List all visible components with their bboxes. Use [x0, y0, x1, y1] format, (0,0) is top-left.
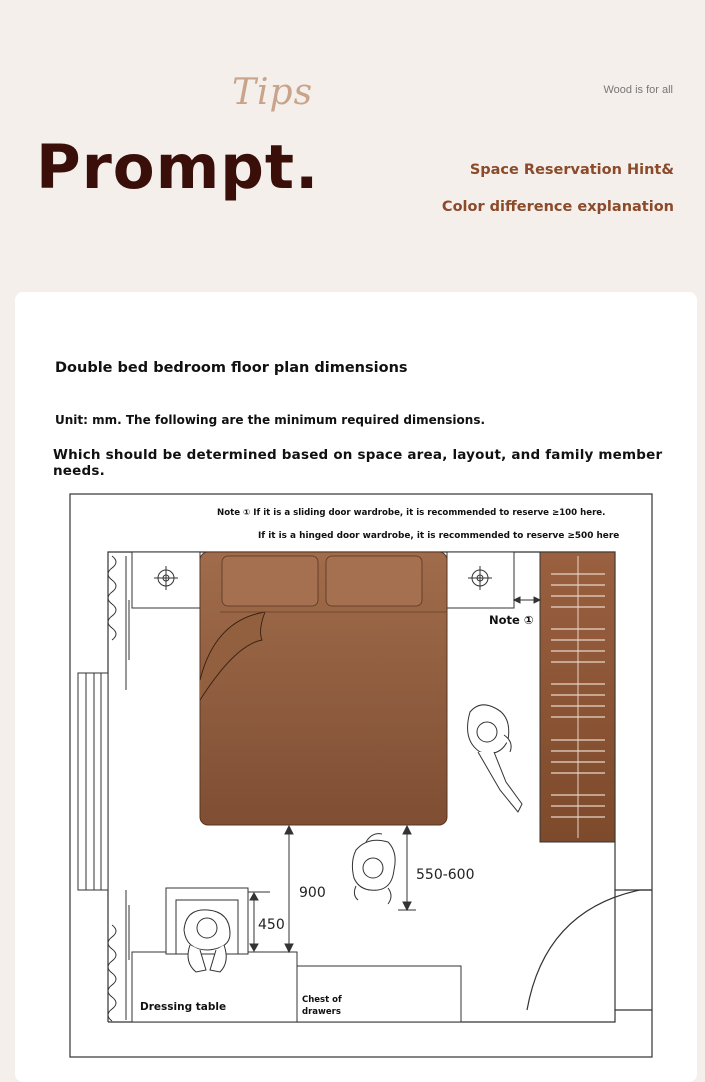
guidance-text: Which should be determined based on space area, layout, and family member needs. [53, 447, 663, 479]
note-marker-label: Note ① [489, 613, 534, 627]
subtitle-line-2: Color difference explanation [441, 199, 674, 215]
chest-label-line-2: drawers [302, 1007, 341, 1017]
dressing-table-label: Dressing table [140, 1001, 227, 1013]
door [527, 890, 652, 1010]
subtitle-line-1: Space Reservation Hint& [469, 162, 674, 178]
person-in-walkway-icon [352, 834, 395, 904]
double-bed [200, 552, 447, 825]
curtain-top [108, 556, 129, 690]
wardrobe [540, 552, 615, 842]
nightstand-right [447, 552, 514, 608]
page-title: Prompt. [36, 132, 320, 203]
window [78, 673, 108, 890]
dim-900-label: 900 [299, 885, 326, 901]
brand-tagline: Wood is for all [603, 84, 673, 96]
chest-label-line-1: Chest of [302, 995, 342, 1005]
person-at-wardrobe-icon [468, 705, 522, 812]
curtain-bottom [108, 890, 129, 1021]
dim-550-600-line [398, 826, 416, 910]
note-gap-arrow [514, 597, 540, 603]
plan-heading: Double bed bedroom floor plan dimensions [55, 360, 408, 376]
dim-900-line [285, 826, 293, 952]
note-sliding-text: Note ① If it is a sliding door wardrobe, it is recommended to reserve ≥100 here. [217, 508, 606, 518]
tips-script-label: Tips [232, 72, 314, 113]
nightstand-left [132, 552, 200, 608]
unit-note: Unit: mm. The following are the minimum required dimensions. [55, 413, 486, 427]
dim-450-label: 450 [258, 917, 285, 933]
dim-550-600-label: 550-600 [416, 867, 475, 883]
note-hinged-text: If it is a hinged door wardrobe, it is recommended to reserve ≥500 here [258, 531, 620, 541]
